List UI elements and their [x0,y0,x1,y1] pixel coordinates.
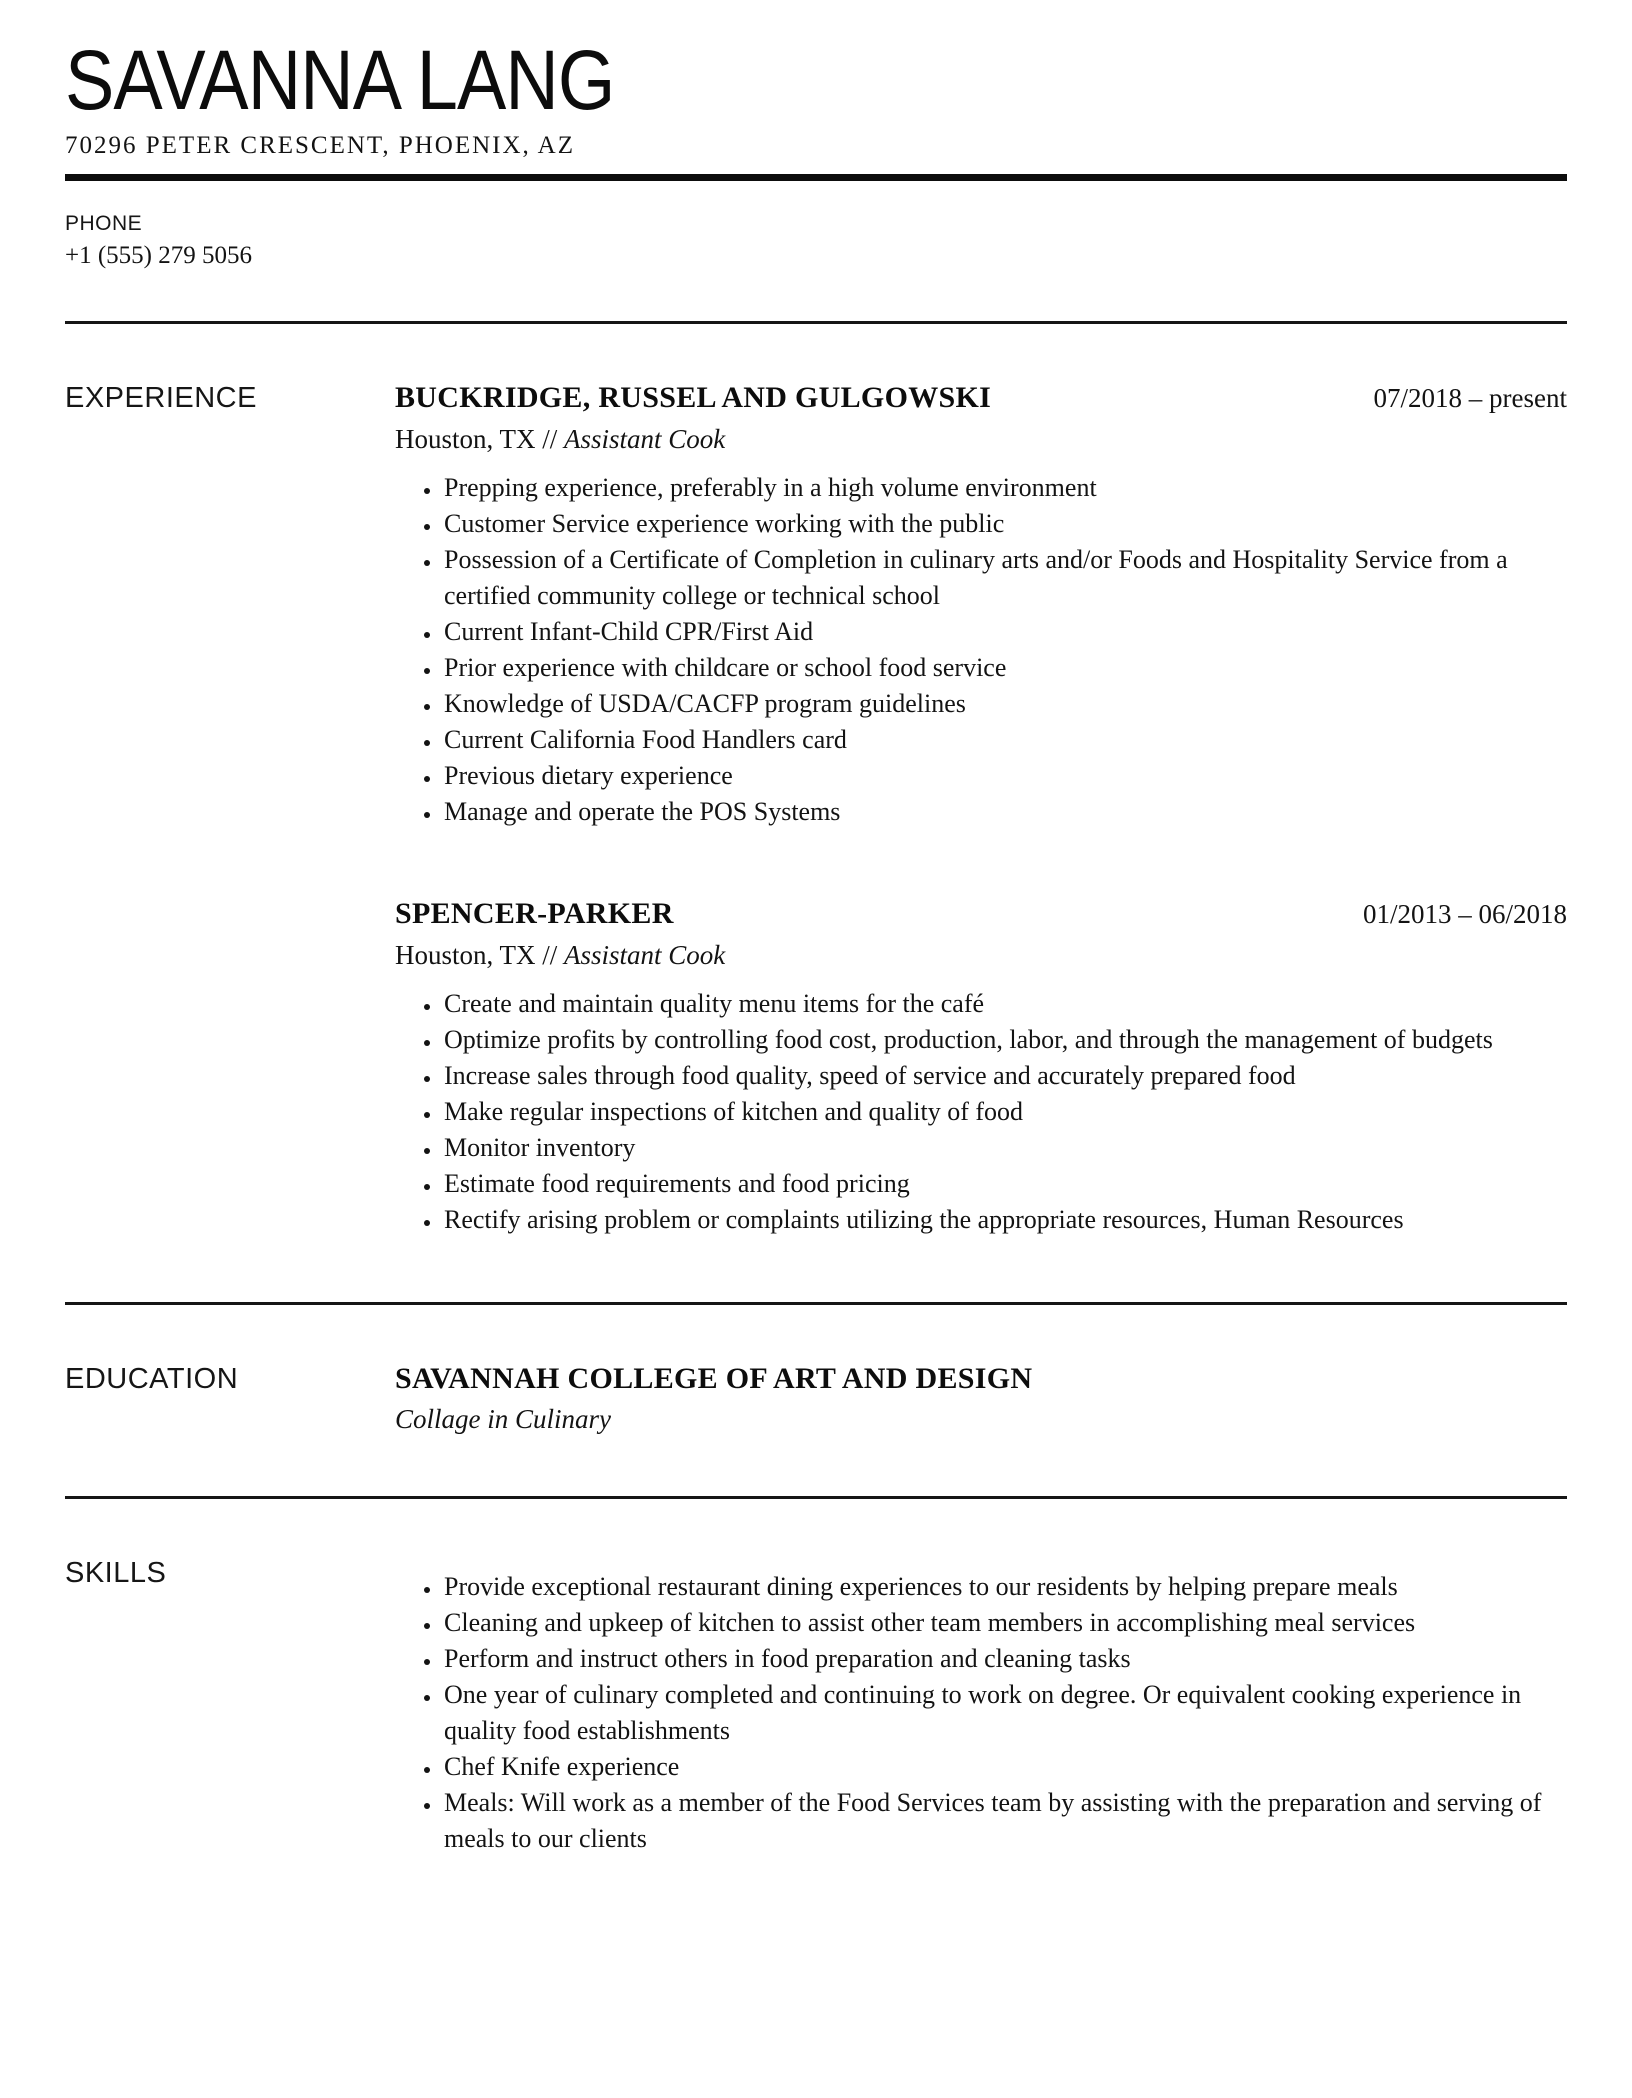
job-separator: // [542,424,558,454]
job-dates: 01/2013 – 06/2018 [1362,899,1567,929]
skill-bullet: • Perform and instruct others in food preparation and cleaning tasks [442,1641,1567,1677]
skill-bullet: • One year of culinary completed and continuing to work on degree. Or equivalent cooking experience in quality food establishments [442,1677,1567,1749]
job-bullet: • Knowledge of USDA/CACFP program guidelines [442,686,1567,722]
job-entry [395,896,1567,1238]
header-rule [65,174,1567,181]
job-bullet: • Current California Food Handlers card [442,722,1567,758]
skills-bullet-list [395,1569,1567,1857]
contact-divider [65,321,1567,324]
education-section [65,1361,1567,1436]
job-bullet: • Prior experience with childcare or school food service [442,650,1567,686]
job-entry [395,380,1567,830]
education-content [395,1361,1567,1436]
job-bullet: • Current Infant-Child CPR/First Aid [442,614,1567,650]
job-bullet: • Customer Service experience working with the public [442,506,1567,542]
company-name: BUCKRIDGE, RUSSEL AND GULGOWSKI [395,381,992,414]
job-bullet-list [395,470,1567,830]
job-title: Assistant Cook [564,424,726,454]
job-title: Assistant Cook [564,940,726,970]
skill-bullet: • Meals: Will work as a member of the Food Services team by assisting with the preparation and serving of meals to our clients [442,1785,1567,1857]
job-bullet: • Prepping experience, preferably in a high volume environment [442,470,1567,506]
skill-bullet: • Cleaning and upkeep of kitchen to assist other team members in accomplishing meal services [442,1605,1567,1641]
job-subtitle [395,423,1567,456]
job-bullet: • Increase sales through food quality, speed of service and accurately prepared food [442,1058,1567,1094]
experience-content [395,380,1567,1238]
skills-section [65,1555,1567,1857]
skills-content [395,1555,1567,1857]
skill-bullet: • Chef Knife experience [442,1749,1567,1785]
experience-divider [65,1302,1567,1305]
degree: Collage in Culinary [395,1404,611,1434]
skills-section-label: SKILLS [65,1557,167,1589]
job-bullet: • Previous dietary experience [442,758,1567,794]
job-bullet-list [395,986,1567,1238]
address: 70296 PETER CRESCENT, PHOENIX, AZ [65,132,575,159]
school-name: SAVANNAH COLLEGE OF ART AND DESIGN [395,1362,1033,1395]
job-bullet: • Optimize profits by controlling food cost, production, labor, and through the management of budgets [442,1022,1567,1058]
job-location: Houston, TX [395,940,536,970]
experience-section-label: EXPERIENCE [65,382,257,414]
job-header [395,380,1567,416]
contact-section [65,212,1567,271]
job-location: Houston, TX [395,424,536,454]
job-bullet: • Monitor inventory [442,1130,1567,1166]
experience-section [65,380,1567,1238]
company-name: SPENCER-PARKER [395,897,674,930]
person-name: SAVANNA LANG [65,33,615,127]
job-bullet: • Create and maintain quality menu items for the café [442,986,1567,1022]
phone-number: +1 (555) 279 5056 [65,242,252,269]
job-bullet: • Make regular inspections of kitchen and quality of food [442,1094,1567,1130]
skill-bullet: • Provide exceptional restaurant dining experiences to our residents by helping prepare meals [442,1569,1567,1605]
job-bullet: • Estimate food requirements and food pricing [442,1166,1567,1202]
job-bullet: • Rectify arising problem or complaints utilizing the appropriate resources, Human Resources [442,1202,1567,1238]
phone-label: PHONE [65,212,143,235]
job-subtitle [395,939,1567,972]
header [65,33,1567,161]
job-separator: // [542,940,558,970]
education-section-label: EDUCATION [65,1363,239,1395]
job-header [395,896,1567,932]
job-bullet: • Possession of a Certificate of Completion in culinary arts and/or Foods and Hospitality Service from a certified community college or technical school [442,542,1567,614]
job-bullet: • Manage and operate the POS Systems [442,794,1567,830]
job-dates: 07/2018 – present [1373,383,1567,413]
education-divider [65,1496,1567,1499]
